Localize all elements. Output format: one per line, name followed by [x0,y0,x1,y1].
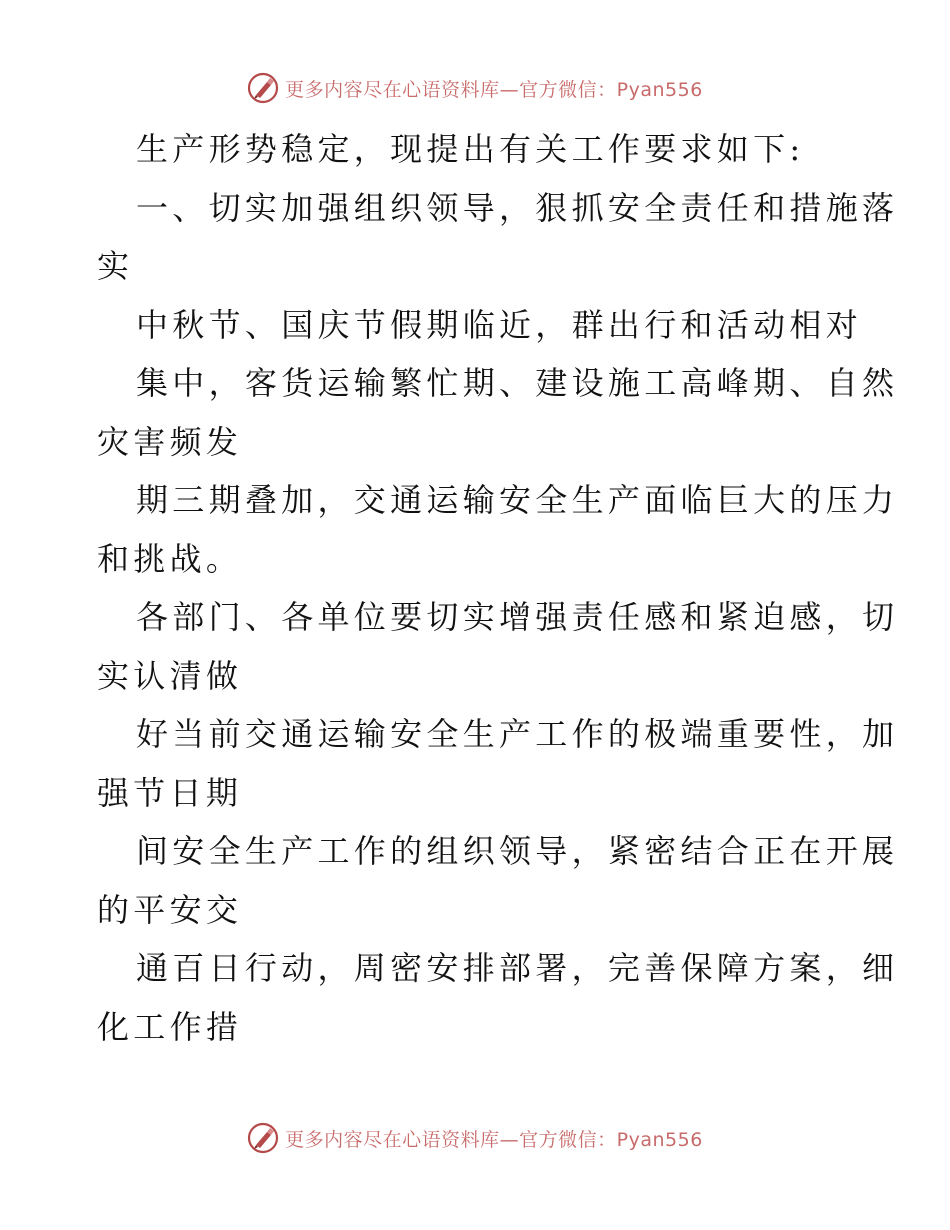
body-line: 好当前交通运输安全生产工作的极端重要性，加 [136,715,899,753]
body-line: 生产形势稳定，现提出有关工作要求如下: [136,130,805,168]
header-watermark-banner [0,72,950,104]
footer-watermark-banner [0,1122,950,1154]
body-line: 实 [97,247,134,285]
body-line: 的平安交 [97,890,243,929]
body-line: 化工作措 [97,1007,243,1046]
body-line: 强节日期 [97,773,243,812]
pen-logo-icon [247,72,279,104]
body-line: 和挑战。 [97,539,243,578]
body-line: 中秋节、国庆节假期临近，群出行和活动相对 [136,305,863,344]
body-line: 各部门、各单位要切实增强责任感和紧迫感，切 [136,598,899,636]
body-line: 间安全生产工作的组织领导，紧密结合正在开展 [136,832,899,870]
document-body [97,120,899,1056]
header-watermark-text: 更多内容尽在心语资料库—官方微信：Pyan556 [285,78,703,101]
body-line: 期三期叠加，交通运输安全生产面临巨大的压力 [136,481,899,519]
body-line: 一、切实加强组织领导，狠抓安全责任和措施落 [136,188,899,227]
body-line: 集中，客货运输繁忙期、建设施工高峰期、自然 [136,364,899,402]
pen-logo-icon [247,1122,279,1154]
body-line: 实认清做 [97,656,243,695]
body-line: 灾害频发 [97,422,243,461]
footer-watermark-text: 更多内容尽在心语资料库—官方微信：Pyan556 [285,1128,703,1151]
body-line: 通百日行动，周密安排部署，完善保障方案，细 [136,949,899,987]
